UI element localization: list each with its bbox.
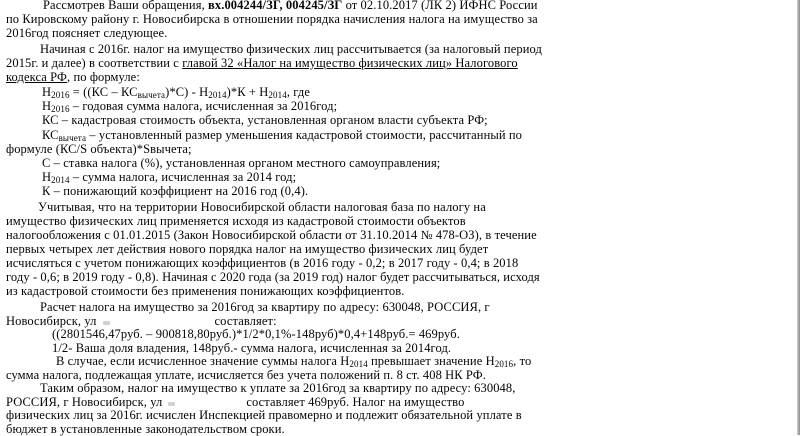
law-reference-link[interactable]: главой 32 «Налог на имущество физических лиц» Налогового: [182, 56, 518, 70]
text-line: исчисляться с учетом понижающих коэффициентов (в 2016 году - 0,2; в 2017 году - 0,4; в 2018: [6, 256, 519, 270]
text-line: 1/2- Ваша доля владения, 148руб.- сумма налога, исчисленная за 2014год.: [52, 340, 452, 355]
text-line: Учитывая, что на территории Новосибирской области налоговая база по налогу на: [38, 200, 486, 214]
text-line: первых четырех лет действия нового порядка налог на имущество физических лиц будет: [6, 242, 489, 256]
text-line: из кадастровой стоимости без применения понижающих коэффициентов.: [6, 284, 405, 298]
formula-definition: $Н_{2016}$ – годовая сумма налога, исчисленная за 2016год;: [42, 99, 338, 114]
text-line: Начиная с 2016г. налог на имущество физических лиц рассчитывается (за налоговый период: [40, 42, 542, 56]
condition-line: В случае, если исчисленное значение суммы налога $Н_{2014}$ превышает значение $Н_{2016}$, то: [56, 354, 532, 369]
amount-text: составляет 469руб. Налог на имущество: [246, 394, 465, 409]
formula-line: $Н_{2016} = ((КС - КС_{вычета})*С) - Н_{2014})*К + Н_{2014}$, где: [42, 85, 310, 100]
text-line: по Кировскому району г. Новосибирска в отношении порядка начисления налога на имущество за: [6, 12, 538, 26]
formula-definition: С – ставка налога (%), установленная органом местного самоуправления;: [42, 156, 441, 170]
text-line: сумма налога, подлежащая уплате, исчисляется без учета положений п. 8 ст. 408 НК РФ.: [6, 367, 486, 382]
formula-definition: К – понижающий коэффициент на 2016 год (0,4).: [42, 184, 309, 198]
text-line: Таким образом, налог на имущество к уплате за 2016год за квартиру по адресу: 630048,: [40, 381, 516, 395]
text-line: Расчет налога на имущество за 2016год за квартиру по адресу: 630048, РОССИЯ, г: [40, 300, 490, 314]
address-text: Новосибирск, ул: [6, 313, 97, 328]
text-line: физических лиц за 2016г. исчислен Инспекцией правомерно и подлежит обязательной уплате в: [6, 408, 522, 422]
address-text: РОССИЯ, г Новосибирск, ул: [6, 394, 163, 409]
code-reference-link[interactable]: кодекса РФ: [6, 70, 67, 84]
formula-definition: $Н_{2014}$ – сумма налога, исчисленная за 2014 год;: [42, 170, 297, 185]
redacted-street: [162, 398, 246, 408]
text-line: году - 0,6; в 2019 году - 0,8). Начиная с 2020 года (за 2019 год) налог будет рассчитываться, исходя: [6, 270, 540, 284]
text-line: кодекса РФ, по формуле:: [6, 70, 140, 84]
address-line: [6, 314, 277, 328]
text-line: бюджет в установленные законодательством сроки.: [6, 421, 285, 436]
text-line: Рассмотрев Ваши обращения, вх.004244/ЗГ, 004245/ЗГ от 02.10.2017 (ЛК 2) ИФНС России: [43, 0, 538, 12]
text-line: 2015г. и далее) в соответствии с главой 32 «Налог на имущество физических лиц» Налогового: [6, 56, 518, 70]
text-line: 2016год поясняет следующее.: [6, 26, 168, 40]
formula-definition: $КС_{вычета}$ – установленный размер уменьшения кадастровой стоимости, рассчитанный по: [42, 128, 523, 143]
formula-definition: КС – кадастровая стоимость объекта, установленная органом власти субъекта РФ;: [42, 113, 488, 127]
formula-definition: формуле (КС/S объекта)*Sвычета;: [6, 142, 192, 156]
text-line: имущество физических лиц применяется исходя из кадастровой стоимости объектов: [6, 214, 466, 228]
redacted-street: [97, 317, 215, 327]
amount-text: составляет:: [214, 313, 277, 328]
address-line: [6, 395, 464, 409]
calculation-line: ((2801546,47руб. – 900818,80руб.)*1/2*0,1%-148руб)*0,4+148руб.= 469руб.: [52, 327, 460, 341]
text-line: налогообложения с 01.01.2015 (Закон Новосибирской области от 31.10.2014 № 478-ОЗ), в течение: [6, 228, 537, 242]
